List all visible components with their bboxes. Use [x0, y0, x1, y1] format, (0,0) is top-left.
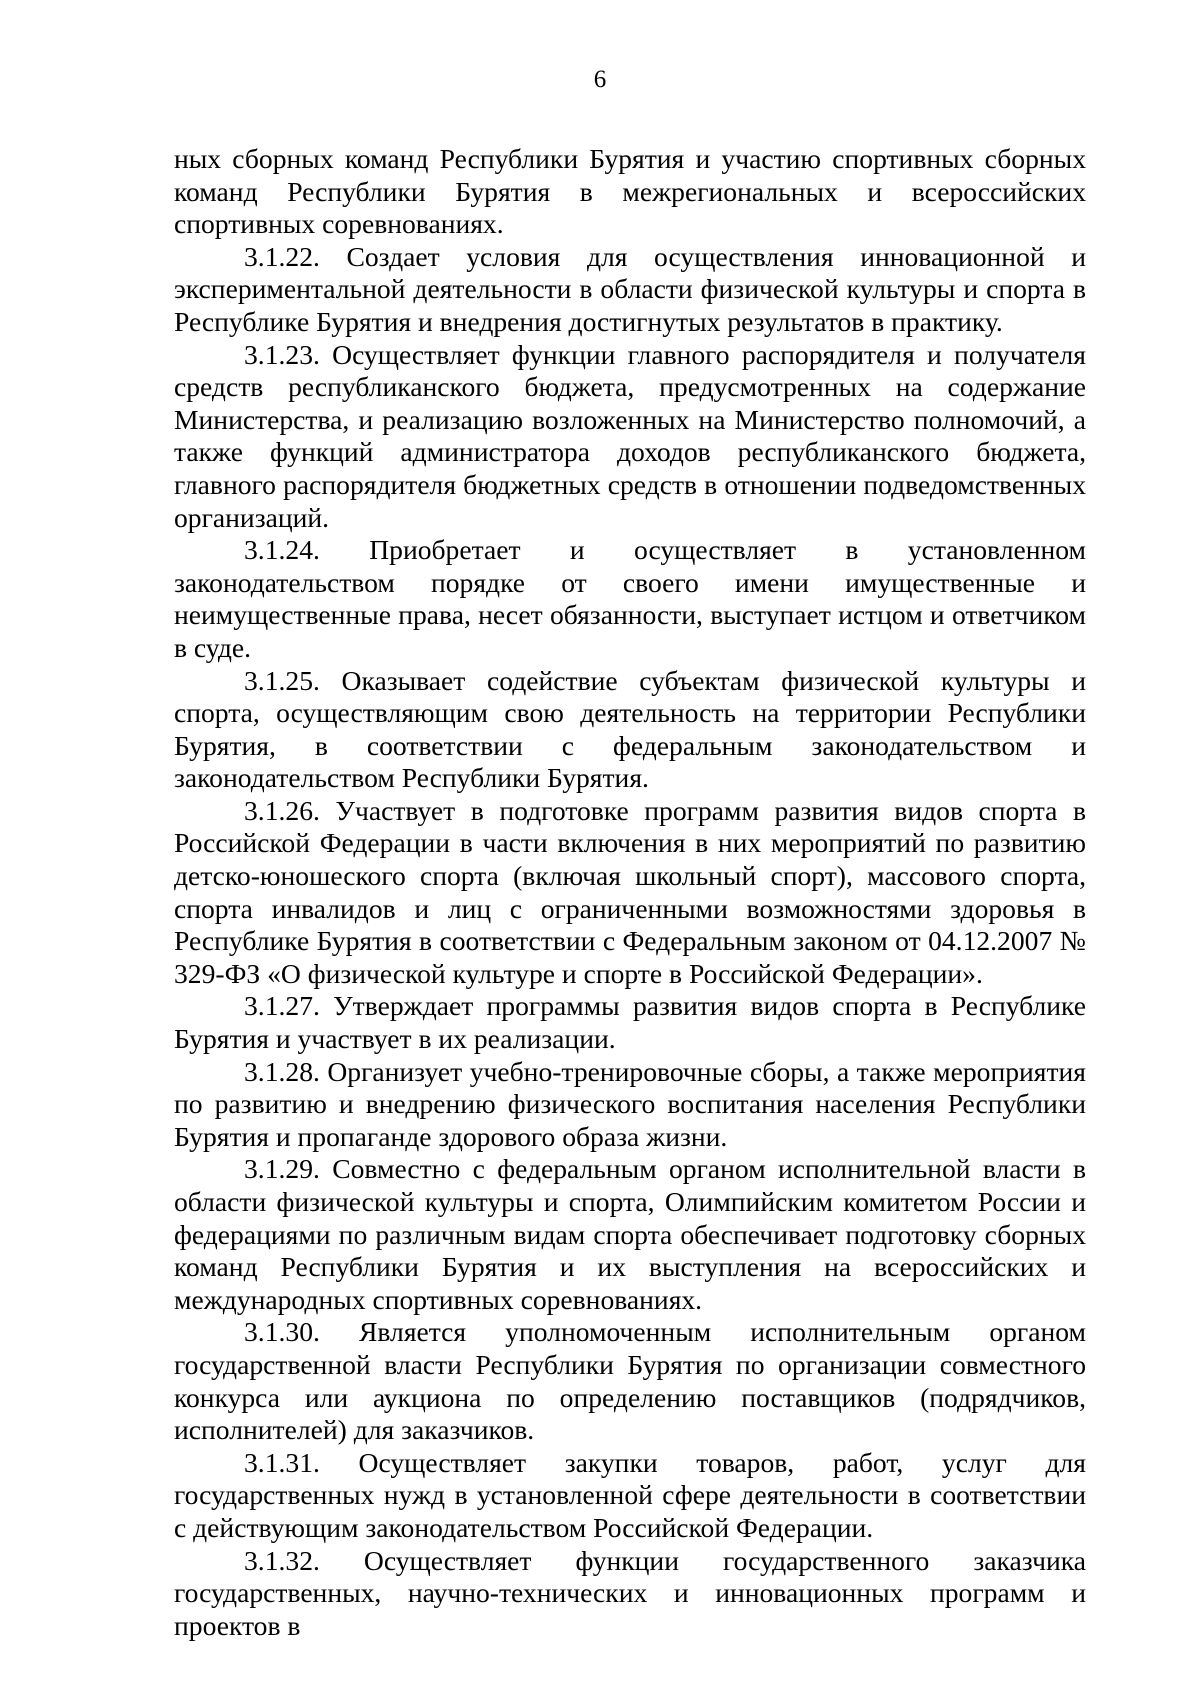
paragraph-3-1-25: 3.1.25. Оказывает содействие субъектам физической культуры и спорта, осуществляющим свою деятельность на территории Республики Бурятия, в соответствии с федеральным законодательством и законодательством Республики Бурятия. — [174, 664, 1086, 794]
paragraph-3-1-23: 3.1.23. Осуществляет функции главного распорядителя и получателя средств республиканского бюджета, предусмотренных на содержание Министерства, и реализацию возложенных на Министерство полномочий, а также функций администратора доходов республиканского бюджета, главного распорядителя бюджетных средств в отношении подведомственных организаций. — [174, 338, 1086, 533]
paragraph-3-1-28: 3.1.28. Организует учебно-тренировочные сборы, а также мероприятия по развитию и внедрению физического воспитания населения Республики Бурятия и пропаганде здорового образа жизни. — [174, 1055, 1086, 1152]
paragraph-3-1-27: 3.1.27. Утверждает программы развития видов спорта в Республике Бурятия и участвует в их реализации. — [174, 990, 1086, 1055]
paragraph-3-1-26: 3.1.26. Участвует в подготовке программ развития видов спорта в Российской Федерации в части включения в них мероприятий по развитию детско-юношеского спорта (включая школьный спорт), массового спорта, спорта инвалидов и лиц с ограниченными возможностями здоровья в Республике Бурятия в соответствии с Федеральным законом от 04.12.2007 № 329-ФЗ «О физической культуре и спорте в Российской Федерации». — [174, 794, 1086, 989]
paragraph-3-1-22: 3.1.22. Создает условия для осуществления инновационной и экспериментальной деятельности в области физической культуры и спорта в Республике Бурятия и внедрения достигнутых результатов в практику. — [174, 240, 1086, 337]
paragraph-continuation: ных сборных команд Республики Бурятия и участию спортивных сборных команд Республики Бурятия в межрегиональных и всероссийских спортивных соревнованиях. — [174, 143, 1086, 240]
document-body — [174, 143, 1086, 1642]
paragraph-3-1-29: 3.1.29. Совместно с федеральным органом исполнительной власти в области физической культуры и спорта, Олимпийским комитетом России и федерациями по различным видам спорта обеспечивает подготовку сборных команд Республики Бурятия и их выступления на всероссийских и международных спортивных соревнованиях. — [174, 1153, 1086, 1315]
page-number: 6 — [593, 66, 607, 93]
paragraph-3-1-30: 3.1.30. Является уполномоченным исполнительным органом государственной власти Республики Бурятия по организации совместного конкурса или аукциона по определению поставщиков (подрядчиков, исполнителей) для заказчиков. — [174, 1316, 1086, 1446]
paragraph-3-1-24: 3.1.24. Приобретает и осуществляет в установленном законодательством порядке от своего имени имущественные и неимущественные права, несет обязанности, выступает истцом и ответчиком в суде. — [174, 534, 1086, 663]
paragraph-3-1-31: 3.1.31. Осуществляет закупки товаров, работ, услуг для государственных нужд в установленной сфере деятельности в соответствии с действующим законодательством Российской Федерации. — [174, 1446, 1086, 1543]
paragraph-3-1-32: 3.1.32. Осуществляет функции государственного заказчика государственных, научно-технических и инновационных программ и проектов в — [174, 1544, 1086, 1641]
